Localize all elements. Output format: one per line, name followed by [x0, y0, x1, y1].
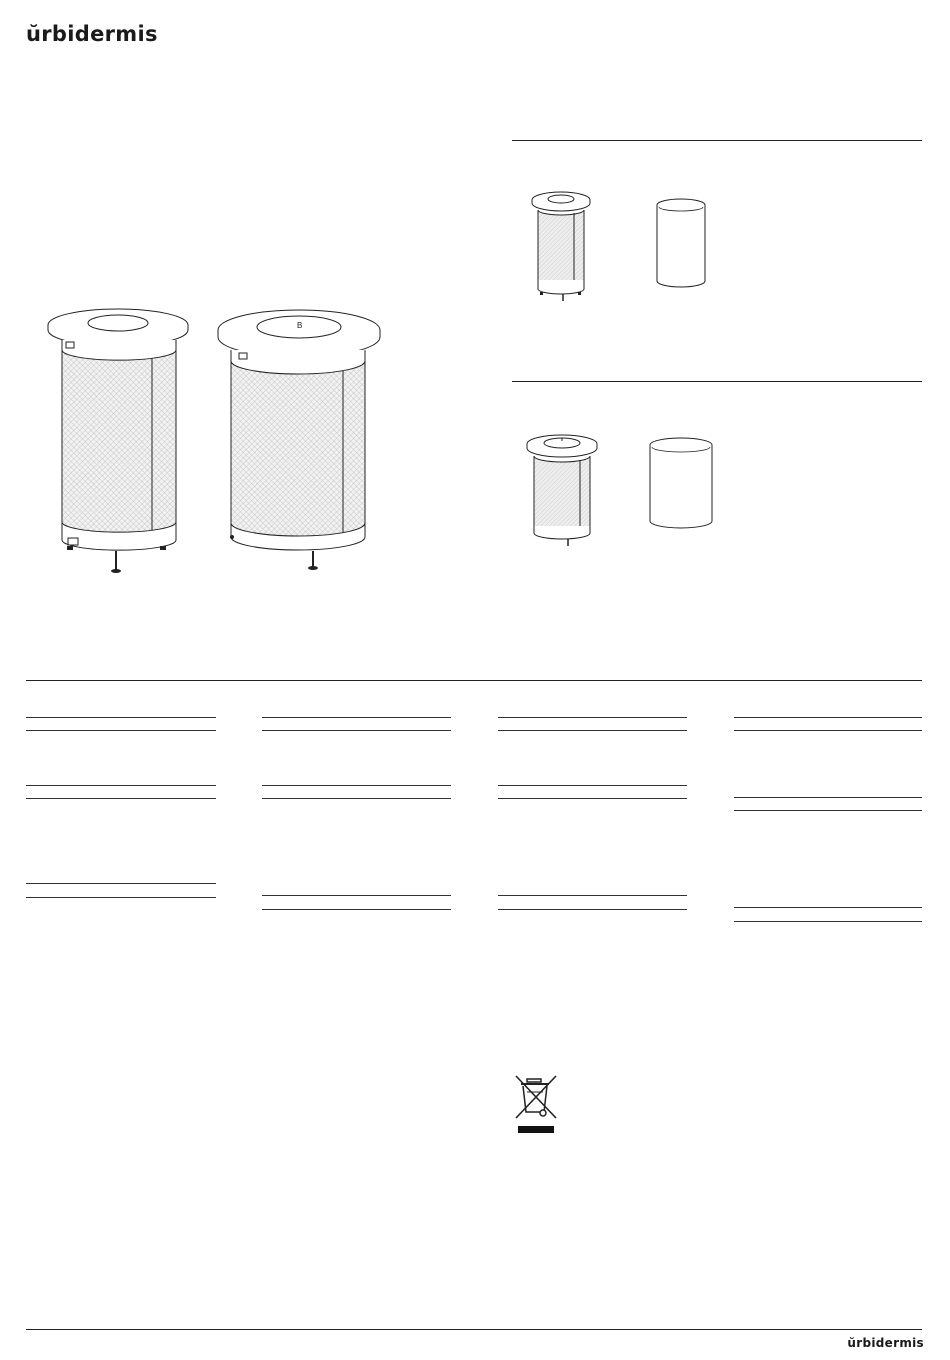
- column-rule: [498, 909, 687, 910]
- column-rule: [26, 717, 216, 718]
- column-rule: [734, 797, 922, 798]
- column-rule: [734, 717, 922, 718]
- column-rule: [498, 785, 687, 786]
- column-rule: [26, 785, 216, 786]
- column-rule: [734, 730, 922, 731]
- column-rule: [498, 730, 687, 731]
- footer-rule: [26, 1329, 922, 1330]
- column-rule: [734, 810, 922, 811]
- column-rule: [498, 798, 687, 799]
- bin-large-hero-illustration: [215, 305, 385, 575]
- column-rule: [262, 909, 451, 910]
- column-rule: [26, 730, 216, 731]
- section-rule-top: [512, 140, 922, 141]
- column-rule: [26, 883, 216, 884]
- footer-logo: [847, 1336, 924, 1350]
- column-rule: [498, 895, 687, 896]
- bin-large-variant-illustration: [524, 432, 604, 550]
- liner-large-illustration: [647, 436, 715, 530]
- column-rule: [262, 798, 451, 799]
- column-rule: [262, 895, 451, 896]
- column-rule: [262, 730, 451, 731]
- liner-small-illustration: [653, 197, 709, 289]
- column-rule: [262, 717, 451, 718]
- brand-logo: [26, 22, 158, 46]
- weee-bin-icon: [513, 1074, 559, 1136]
- column-rule: [498, 717, 687, 718]
- brand-logo-text: ŭrbidermis: [26, 22, 158, 46]
- bin-small-variant-illustration: [528, 190, 598, 302]
- column-rule: [734, 907, 922, 908]
- column-rule: [26, 798, 216, 799]
- bin-small-hero-illustration: [40, 300, 200, 585]
- column-rule: [734, 921, 922, 922]
- section-rule-middle: [512, 381, 922, 382]
- footer-logo-text: ŭrbidermis: [847, 1336, 924, 1350]
- columns-divider: [26, 680, 922, 681]
- column-rule: [26, 897, 216, 898]
- svg-text:B: B: [297, 321, 303, 330]
- column-rule: [262, 785, 451, 786]
